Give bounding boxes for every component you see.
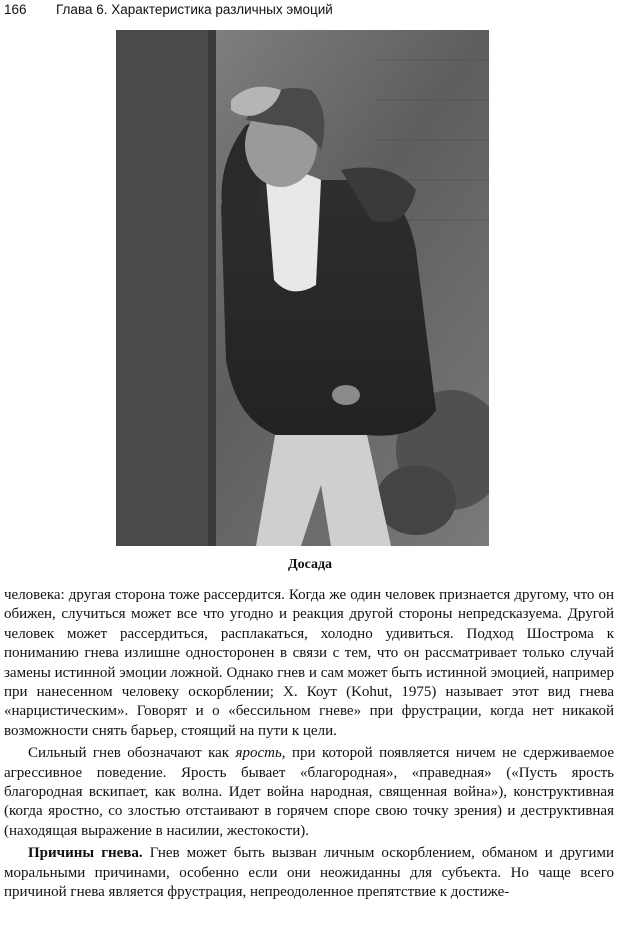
paragraph-1: человека: другая сторона тоже рассердится. Когда же один человек признается другому, что он обижен, случиться может все что угодно и реакция другой стороны непредсказуема. Другой человек может рассердиться, расплакаться, холодно удивиться. Подход Шострома к пониманию гнева излишне односторонен в связи с тем, что он рассматривает только случай замены истинной эмоции ложной. Однако гнев и сам может быть истинной эмоцией, например при нанесенном человеку оскорблении; X. Коут (Kohut, 1975) называет этот вид гнева «нарцистическим». Говорят и о «бессильном гневе» при фрустрации, когда нет никакой возможности снять барьер, стоящий на пути к цели. <box>4 587 614 739</box>
paragraph-2-text-a: Сильный гнев обозначают как <box>28 745 236 762</box>
page-number: 166 <box>4 2 27 17</box>
figure-photo <box>116 30 489 546</box>
paragraph-2-text-b: при которой появляется ничем не сдерживаемое агрессивное поведение. Ярость бывает «благородная», «праведная» («Пусть ярость благородная вскипает, как волна. Идет война народная, священная война»), конструктивная (когда яростно, со злостью отстаивают в горячем споре свою точку зрения) и деструктивная (находящая выражение в насилии, жестокости). <box>4 745 614 839</box>
running-header <box>4 0 604 20</box>
photo-man-with-hand-on-forehead <box>116 30 489 546</box>
paragraph-2 <box>4 744 614 841</box>
paragraph-3-text: Гнев может быть вызван личным оскорблением, обманом и другими моральными причинами, особенно если они неожиданны для субъекта. Но чаще всего причиной гнева является фрустрация, непреодоленное препятствие к достиже- <box>4 845 614 901</box>
body-text <box>4 586 614 903</box>
chapter-title: Глава 6. Характеристика различных эмоций <box>56 2 333 17</box>
term-rage: ярость, <box>235 745 286 762</box>
paragraph-3 <box>4 844 614 902</box>
run-in-heading: Причины гнева. <box>28 845 143 862</box>
figure-caption: Досада <box>287 557 333 572</box>
